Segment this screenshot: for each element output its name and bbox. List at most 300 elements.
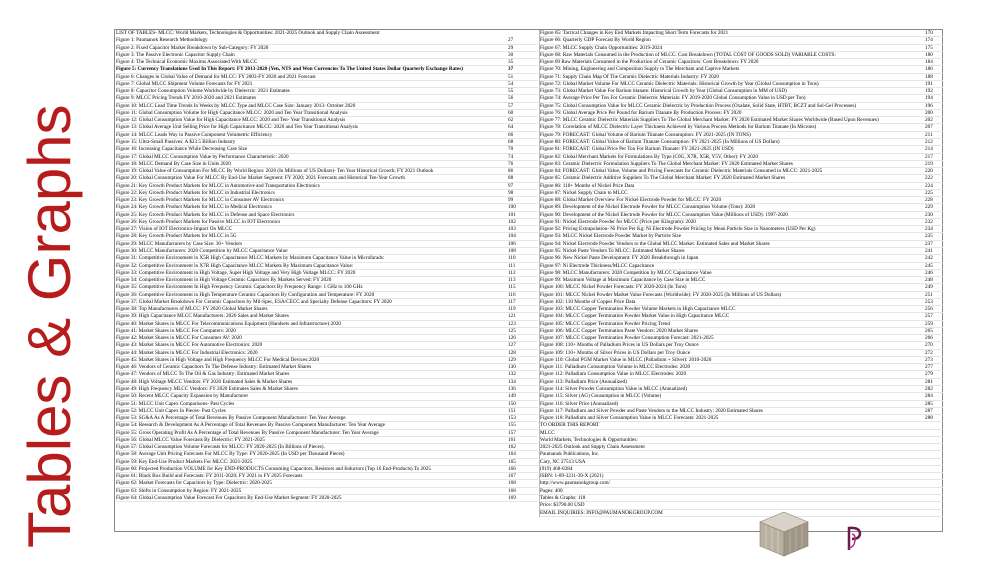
page-number: 99 — [508, 197, 514, 204]
page-number: 256 — [925, 306, 933, 313]
page-number: 127 — [508, 342, 516, 349]
figure-title: Figure 42: Market Shares in MLCC For Consumer AV: 2020 — [116, 335, 242, 342]
figure-title: Figure 25: Key Growth Product Markets for MLCC in Defense and Space Electronics — [116, 211, 295, 218]
figure-title: Figure 31: Competitive Environment in X5R High Capacitance MLCC Markets by Maximum Capacitance Value in Microfarads: — [116, 255, 385, 262]
right-column — [539, 30, 943, 517]
figure-title: Figure 99: Maximum Voltage at Maximum Capacitance by Case Size in MLCC — [540, 277, 706, 284]
page-number: 110 — [508, 255, 516, 262]
page-number: 272 — [925, 349, 933, 356]
figure-row — [116, 59, 538, 66]
page-number: 257 — [925, 313, 933, 320]
page-number: 128 — [508, 349, 516, 356]
page-number: 97 — [508, 182, 514, 189]
figure-row — [116, 81, 538, 88]
figure-title: Figure 50: Recent MLCC Capacity Expansion by Manufacturer — [116, 393, 249, 400]
figure-row — [540, 233, 943, 240]
page-number: 162 — [508, 444, 516, 451]
figure-row — [116, 263, 538, 270]
figure-title: Figure 82: Global Merchant Markets for Formulations By Type (C0G, X7R, X5R, Y5V, Other): FY 2020 — [540, 153, 758, 160]
figure-title: Figure 47: Vendors of MLCC To The Oil & Gas Industry: Estimated Market Shares — [116, 371, 290, 378]
figure-row — [116, 364, 538, 371]
figure-title: Figure 30: MLCC Manufacturers: 2020 Competition by MLCC Capacitance Value — [116, 247, 288, 254]
figure-row — [540, 124, 943, 131]
figure-row — [540, 284, 943, 291]
figure-row — [116, 451, 538, 458]
figure-title: Figure 33: Competitive Environment in High Voltage, Super High Voltage and Very High Voltage MLCC: FY 2020 — [116, 269, 356, 276]
page-number: 217 — [925, 153, 933, 160]
figure-row — [116, 132, 538, 139]
figure-row — [540, 168, 943, 175]
page-number: 279 — [925, 371, 933, 378]
figure-title: Figure 43: Market Shares in MLCC For Automotive Electronics: 2020 — [116, 342, 263, 349]
figure-title: Figure 27: Vision of IOT Electronics-Impact On MLCC — [116, 226, 233, 233]
figure-row — [116, 168, 538, 175]
vertical-title — [0, 0, 102, 565]
page-number: 112 — [508, 269, 516, 276]
order-info-line: Paumanok Publications, Inc. — [540, 451, 943, 458]
order-info-line: World Markets, Technologies & Opportunities: — [540, 437, 943, 444]
figure-title: Figure 107: MLCC Copper Termination Powder Consumption Forecast: 2021-2025 — [540, 335, 714, 342]
figure-title: Figure 15: Ultra-Small Passives: A $23.5 Billion Industry — [116, 138, 236, 145]
figure-title: Figure 97: Ni Electrode Thickness/MLCC Capacitance — [540, 262, 655, 269]
figure-row — [116, 284, 538, 291]
page-number: 265 — [925, 327, 933, 334]
figure-title: Figure 55: Gross Operating Profit As A Percentage of Total Revenues By Passive Component Manufacturer: Ten Year Average — [116, 429, 379, 436]
figure-title: Figure 49: High Frequency MLCC Vendors: FY 2020 Estimates Sales & Market Shares — [116, 386, 298, 393]
page-number: 266 — [925, 335, 933, 342]
page-number: 55 — [508, 88, 514, 95]
figure-row — [116, 74, 538, 81]
figure-title: Figure 112: Palladium Consumption Value in MLCC Electrodes: 2020 — [540, 371, 687, 378]
figure-title: Figure 85: Ceramic Dielectric Additive Suppliers To The Global Merchant Market: FY 2020 Estimated Market Shares — [540, 175, 786, 182]
page-number: 281 — [925, 378, 933, 385]
page-number: 113 — [508, 277, 516, 284]
page-number: 237 — [925, 240, 933, 247]
order-info-line: ISBN: 1-89-3211-39-X (2021) — [540, 473, 943, 480]
figure-title: Figure 100: MLCC Nickel Powder Forecasts: FY 2020-2024 (In Tons) — [540, 284, 687, 291]
figure-row — [116, 183, 538, 190]
page-number: 230 — [925, 211, 933, 218]
page-number: 64 — [508, 124, 514, 131]
page-number: 157 — [508, 429, 516, 436]
page-number: 115 — [508, 284, 516, 291]
figure-title: Figure 79: FORECAST: Global Volume of Barium Titanate Consumption: FY 2021-2025 (IN TONS) — [540, 131, 751, 138]
figure-title: Figure 40: Market Shares in MLCC For Telecommunications Equipment (Handsets and Infrastructure):2020 — [116, 320, 342, 327]
figure-row — [540, 30, 943, 37]
figure-title: Figure 75: Global Consumption Value for MLCC Ceramic Dielectric by Production Process (Oxalate, Solid State, HTBT, BCZT and Sol-Gel Processes) — [540, 102, 857, 109]
figure-row — [540, 364, 943, 371]
page-number: 86 — [508, 168, 514, 175]
figure-row — [540, 226, 943, 233]
figure-row — [540, 81, 943, 88]
table-of-figures — [114, 29, 943, 532]
page-number: 165 — [508, 458, 516, 465]
figure-row — [540, 350, 943, 357]
figure-title: Figure 105: MLCC Copper Termination Powder Pricing Trend — [540, 320, 670, 327]
figure-title: Figure 28: Key Growth Product Markets for MLCC in 5G — [116, 233, 237, 240]
page-number: 54 — [508, 80, 514, 87]
figure-row — [540, 335, 943, 342]
left-rows — [116, 37, 538, 502]
figure-title: Figure 18: MLCC Demand By Case Size in Units 2020 — [116, 160, 231, 167]
figure-title: Figure 117: Palladium and Silver Powder and Paste Vendors to the MLCC Industry: 2020 Estimated Shares — [540, 407, 763, 414]
figure-title: Figure 94: Nickel Electrode Powder Vendors to the Global MLCC Market: Estimated Sales and Market Shares — [540, 240, 770, 247]
figure-title: Figure 98: MLCC Manufacturers: 2020 Competition by MLCC Capacitance Value — [540, 269, 712, 276]
figure-row — [116, 248, 538, 255]
page-number: 253 — [925, 298, 933, 305]
page-number: 229 — [925, 204, 933, 211]
page-number: 101 — [508, 211, 516, 218]
page-number: 29 — [508, 44, 514, 51]
figure-row — [540, 197, 943, 204]
page-number: 184 — [925, 59, 933, 66]
figure-row — [540, 255, 943, 262]
figure-row — [540, 183, 943, 190]
figure-row — [116, 204, 538, 211]
figure-title: Figure 45: Market Shares in High Voltage and High Frequency MLCC For Medical Devices:2020 — [116, 356, 320, 363]
page-number: 62 — [508, 117, 514, 124]
page-number: 167 — [508, 473, 516, 480]
figure-row — [116, 241, 538, 248]
page-number: 235 — [925, 233, 933, 240]
order-info-line: 2021-2025 Outlook and Supply Chain Assessment — [540, 444, 943, 451]
figure-title: Figure 10: MLCC Lead Time Trends In Weeks by MLCC Type and MLCC Case Size: January 2013- October 2020 — [116, 102, 356, 109]
page-number: 180 — [925, 51, 933, 58]
figure-title: Figure 41: Market Shares in MLCC For Computers: 2020 — [116, 327, 236, 334]
figure-title: Figure 76: Global Average Price Per Pound for Barium Titanate By Production Process: FY 2020 — [540, 109, 742, 116]
figure-row — [116, 45, 538, 52]
figure-title: Figure 67: MLCC Supply Chain Opportunities: 2019-2024 — [540, 44, 663, 51]
figure-title: Figure 64: Global Consumption Value Forecast For Capacitors By End-Use Market Segment: FY 2020-2025 — [116, 495, 342, 501]
page-number: 30 — [508, 51, 514, 58]
order-info-line: EMAIL INQUIRIES: INFO@PAUMANOKGROUP.COM — [540, 510, 943, 517]
figure-title: Figure 4: The Technical Economic Maxims Associated With MLCC — [116, 59, 258, 66]
page-number: 51 — [508, 73, 514, 80]
figure-title: Figure 81: FORECAST: Global Price Per Ton For Barium Titanate: FY 2021-2025 (IN USD) — [540, 146, 734, 153]
vertical-title-text: Tables & Graphs — [16, 104, 83, 548]
page-number: 282 — [925, 386, 933, 393]
figure-row — [116, 444, 538, 451]
figure-title: Figure 68: Raw Materials Consumed in the Production of MLCC: Cost Breakdown (TOTAL COST OF GOODS SOLD) VARIABLE COSTS: — [540, 51, 836, 58]
figure-title: Figure 29: MLCC Manufacturers by Case Size: 30+ Vendors — [116, 240, 243, 247]
page-number: 116 — [508, 291, 516, 298]
page-number: 168 — [508, 480, 516, 487]
figure-row — [116, 277, 538, 284]
figure-row — [540, 204, 943, 211]
figure-row — [116, 175, 538, 182]
figure-title: Figure 114: Silver Powder Consumption Value in MLCC (Annualized) — [540, 386, 687, 393]
figure-row — [540, 386, 943, 393]
figure-row — [540, 393, 943, 400]
page-number: 214 — [925, 146, 933, 153]
figure-title: Figure 19: Global Value of Consumption For MLCC By World Region: 2020 (In Millions of US Dollars)- Ten Year Historical Growth; FY 2021 Outlook — [116, 168, 434, 175]
page-number: 277 — [925, 364, 933, 371]
figure-row — [116, 66, 538, 73]
figure-title: Figure 88: Global Market Overview For Nickel Electrode Powder for MLCC: FY 2020 — [540, 197, 722, 204]
order-info-line: MLCC — [540, 430, 943, 437]
figure-row — [116, 233, 538, 240]
figure-title: Figure 101: MLCC Nickel Powder Market Value Forecasts (Worldwide): FY 2020-2025 (In Millions of US Dollars) — [540, 291, 782, 298]
figure-row — [540, 175, 943, 182]
figure-title: Figure 86: 110+ Months of Nickel Price Data — [540, 182, 635, 189]
figure-title: Figure 60: Projected Production VOLUME for Key END-PRODUCTS Consuming Capacitors, Resistors and Inductors (Top 16 End-Products) To 2025 — [116, 465, 431, 472]
figure-row — [540, 371, 943, 378]
figure-row — [540, 146, 943, 153]
figure-row — [116, 197, 538, 204]
figure-row — [540, 190, 943, 197]
left-column — [116, 30, 538, 502]
figure-title: Figure 34: Competitive Environment in High Voltage Ceramic Capacitors By Markets Served: FY 2020 — [116, 277, 332, 284]
figure-row — [540, 299, 943, 306]
page-number: 232 — [925, 218, 933, 225]
figure-title: Figure 59: Key End-Use Product Markets For MLCC: 2021-2025 — [116, 458, 253, 465]
figure-title: Figure 2: Fixed Capacitor Market Breakdown by Sub-Category: FY 2020 — [116, 44, 269, 51]
page-number: 27 — [508, 37, 514, 44]
page-number: 192 — [925, 88, 933, 95]
figure-row — [540, 59, 943, 66]
page-number: 225 — [925, 189, 933, 196]
page-number: 251 — [925, 291, 933, 298]
page-number: 119 — [508, 306, 516, 313]
figure-title: Figure 20: Global Consumption Value For MLCC By End-Use Market Segment: FY 2020; 2021 Forecasts and Historical Ten-Year Growth — [116, 175, 405, 182]
page-number: 111 — [508, 262, 516, 269]
page-number: 170 — [925, 30, 933, 36]
figure-row — [116, 313, 538, 320]
page-number: 126 — [508, 335, 516, 342]
figure-title: Figure 61: Black Box Build and Forecasts: FY 2011-2020; FY 2021 to FY 2025 Forecasts — [116, 473, 303, 480]
figure-row — [116, 430, 538, 437]
order-info-line: http://www.paumanokgroup.com/ — [540, 480, 943, 487]
page-number: 285 — [925, 400, 933, 407]
figure-row — [116, 350, 538, 357]
page-number: 134 — [508, 378, 516, 385]
figure-row — [540, 52, 943, 59]
page-number: 151 — [508, 407, 516, 414]
figure-row — [116, 110, 538, 117]
page-number: 37 — [508, 66, 514, 73]
page-number: 284 — [925, 393, 933, 400]
figure-title: Figure 103: MLCC Copper Termination Powder Volume Markets in High Capacitance MLCC — [540, 306, 736, 313]
figure-title: Figure 38: Top Manufacturers of MLCC: FY 2020 Global Market Shares — [116, 306, 268, 313]
figure-row — [540, 45, 943, 52]
page-number: 130 — [508, 364, 516, 371]
figure-row — [540, 219, 943, 226]
page-number: 136 — [508, 386, 516, 393]
figure-title: Figure 21: Key Growth Product Markets for MLCC in Automotive and Transportation Electronics — [116, 182, 320, 189]
figure-title: Figure 46: Vendors of Ceramic Capacitors To The Defense Industry: Estimated Market Shares — [116, 364, 312, 371]
page-number: 234 — [925, 226, 933, 233]
paumanok-logo — [843, 524, 865, 552]
figure-title: Figure 110: Global PGM Market Value in MLCC (Palladium + Silver): 2010-2020 — [540, 356, 712, 363]
page-number: 102 — [508, 218, 516, 225]
figure-row — [540, 357, 943, 364]
figure-row — [540, 379, 943, 386]
figure-row — [540, 306, 943, 313]
figure-title: Figure 56: Global MLCC Value Forecasts By Dielectric: FY 2021-2025 — [116, 436, 265, 443]
figure-row — [116, 37, 538, 44]
figure-title: Figure 89: Development of the Nickel Electrode Powder for MLCC Consumption Volume (Tons): 2020 — [540, 204, 756, 211]
figure-row — [540, 139, 943, 146]
figure-title: Figure 91: Nickel Electrode Powder for MLCC (Price per Kilogram): 2020 — [540, 218, 696, 225]
figure-row — [540, 212, 943, 219]
figure-title: Figure 57: Global Consumption Volume Forecasts for MLCC: FY 2020-2025 (In Billions of Pieces). — [116, 444, 325, 451]
figure-title: Figure 115: Silver (AG) Consumption in MLCC (Volume) — [540, 393, 662, 400]
page-number: 57 — [508, 102, 514, 109]
page-number: 186 — [925, 66, 933, 73]
figure-row — [116, 212, 538, 219]
figure-row — [116, 95, 538, 102]
page-number: 149 — [508, 393, 516, 400]
figure-title: Figure 62: Market Forecasts for Capacitors by Type: Dielectric: 2020-2025 — [116, 480, 272, 487]
right-rows — [540, 30, 943, 422]
page-number: 188 — [925, 73, 933, 80]
page-number: 168 — [508, 487, 516, 494]
figure-title: Figure 6: Changes in Global Value of Demand for MLCC: FY 2003-FY 2020 and 2021 Forecast — [116, 73, 316, 80]
figure-title: Figure 65: Tactical Changes in Key End Markets Impacting Short Term Forecasts for 2021 — [540, 30, 729, 36]
figure-row — [540, 241, 943, 248]
page-number: 100 — [508, 204, 516, 211]
figure-title: Figure 51: MLCC Unit Capex Comparisons- Past Cycles — [116, 400, 235, 407]
page-number: 174 — [925, 37, 933, 44]
order-info-line: TO ORDER THIS REPORT — [540, 422, 943, 429]
figure-title: Figure 95: Nickel Paste Vendors To MLCC: Estimated Market Shares — [540, 247, 685, 254]
figure-row — [540, 161, 943, 168]
figure-title: Figure 48: High Voltage MLCC Vendors: FY 2020 Estimated Sales & Market Shares — [116, 378, 293, 385]
figure-row — [116, 146, 538, 153]
page-number: 242 — [925, 255, 933, 262]
figure-title: Figure 92: Pricing Extrapolation- Ni Price Per Kg: Ni Electrode Powder Pricing by Mean Particle Size in Nanometers (USD Per Kg) — [540, 226, 816, 233]
page-number: 211 — [925, 131, 933, 138]
report-cube-graphic — [758, 510, 810, 558]
figure-title: Figure 72: Global Market Volume For MLCC Ceramic Dielectric Materials: Historical Growth by Year (Global Consumption in Tons) — [540, 80, 819, 87]
figure-title: Figure 74: Average Price Per Ton For Ceramic Dielectric Materials: FY 2019-2020 Global Consumption Value in USD per Ton) — [540, 95, 806, 102]
figure-title: Figure 66: Quarterly GDP Forecast By World Region — [540, 37, 651, 44]
figure-row — [116, 124, 538, 131]
figure-row — [116, 161, 538, 168]
figure-row — [540, 277, 943, 284]
figure-row — [116, 292, 538, 299]
figure-row — [116, 437, 538, 444]
page-number: 219 — [925, 160, 933, 167]
figure-title: Figure 35: Competitive Environment In High Frequency Ceramic Capacitors By Frequency Range: 1 GHz to 100 GHz — [116, 284, 363, 291]
figure-row — [116, 103, 538, 110]
order-info-line: Pages: 400 — [540, 488, 943, 495]
order-info-line: (919) 468-0384 — [540, 466, 943, 473]
figure-title: Figure 12: Global Consumption Value for High Capacitance MLCC: 2020 and Ten- Year Transitional Analysis — [116, 117, 346, 124]
figure-title: Figure 109: 110+ Months of Silver Prices in US Dollars per Troy Ounce — [540, 349, 690, 356]
page-number: 132 — [508, 371, 516, 378]
figure-title: Figure 36: Competitive Environment in High Temperature Ceramic Capacitors By Configuration and Temperature: FY 2020 — [116, 291, 375, 298]
page-number: 194 — [925, 95, 933, 102]
order-info-line: Tables & Graphs: 118 — [540, 495, 943, 502]
page-number: 228 — [925, 197, 933, 204]
figure-row — [116, 328, 538, 335]
page-number: 200 — [925, 109, 933, 116]
figure-row — [540, 117, 943, 124]
page-number: 224 — [925, 182, 933, 189]
figure-title: Figure 106: MLCC Copper Termination Paste Vendors: 2020 Market Shares — [540, 327, 699, 334]
figure-title: Figure 113: Palladium Price (Annualized) — [540, 378, 627, 385]
figure-title: Figure 24: Key Growth Product Markets for MLCC in Medical Electronics — [116, 204, 272, 211]
figure-row — [540, 270, 943, 277]
figure-row — [540, 110, 943, 117]
figure-row — [116, 190, 538, 197]
page-number: 129 — [508, 356, 516, 363]
figure-row — [540, 132, 943, 139]
page-number: 155 — [508, 422, 516, 429]
figure-row — [540, 342, 943, 349]
figure-row — [116, 306, 538, 313]
figure-title: Figure 77: MLCC Ceramic Dielectric Materials Suppliers To The Global Merchant Market: FY 2020 Estimated Market Shares Worldwide (Based Upon Revenues) — [540, 117, 879, 124]
figure-row — [540, 88, 943, 95]
figure-title: Figure 23: Key Growth Product Markets for MLCC in Consumer AV Electronics — [116, 197, 284, 204]
figure-title: Figure 80: FORECAST: Global Value of Barium Titanate Consumption: FY 2021-2025 (In Millions of US Dollars) — [540, 138, 780, 145]
figure-row — [116, 379, 538, 386]
page-number: 88 — [508, 175, 514, 182]
figure-title: Figure 8: Capacitor Consumption Volume Worldwide by Dielectric: 2021 Estimates — [116, 88, 290, 95]
figure-row — [116, 321, 538, 328]
figure-title: Figure 63: Shifts in Consumption by Region: FY 2021-2025 — [116, 487, 242, 494]
page-number: 56 — [508, 95, 514, 102]
figure-row — [116, 255, 538, 262]
figure-title: Figure 93: MLCC Nickel Electrode Powder Market by Particle Size — [540, 233, 682, 240]
page-number: 76 — [508, 160, 514, 167]
figure-title: Figure 13: Global Average Unit Selling Price for High Capacitance MLCC: 2020 and Ten Year Transitional Analysis — [116, 124, 358, 131]
figure-row — [116, 299, 538, 306]
figure-row — [540, 263, 943, 270]
figure-title: Figure 14: MLCC Leads Way in Passive Component Volumetric Efficiency — [116, 131, 273, 138]
figure-row — [116, 393, 538, 400]
order-info-line: Cary, NC 27513 USA — [540, 459, 943, 466]
figure-row — [540, 37, 943, 44]
page-number: 196 — [925, 102, 933, 109]
page-number: 104 — [508, 233, 516, 240]
figure-row — [116, 371, 538, 378]
page-number: 68 — [508, 138, 514, 145]
page-number: 108 — [508, 247, 516, 254]
figure-row — [540, 248, 943, 255]
figure-row — [116, 88, 538, 95]
figure-row — [116, 139, 538, 146]
page-number: 60 — [508, 109, 514, 116]
page-number: 117 — [508, 298, 516, 305]
figure-title: Figure 37: Global Market Breakdown For Ceramic Capacitors by Mil-Spec, ESA/CECC and Specialty Defense Capacitors: FY 2020 — [116, 298, 392, 305]
page-number: 35 — [508, 59, 514, 66]
order-info-line: Price: $3790.00 USD — [540, 502, 943, 509]
figure-row — [540, 154, 943, 161]
figure-row — [116, 270, 538, 277]
page-number: 175 — [925, 44, 933, 51]
page-number: 212 — [925, 138, 933, 145]
page-number: 169 — [508, 495, 516, 501]
figure-title: Figure 104: MLCC Copper Termination Powder Market Value in High Capacitance MLCC — [540, 313, 730, 320]
figure-title: Figure 44: Market Shares in MLCC For Industrial Electronics: 2020 — [116, 349, 258, 356]
figure-row — [116, 52, 538, 59]
figure-row — [540, 415, 943, 422]
figure-title: Figure 17: Global MLCC Consumption Value by Performance Characteristic: 2020 — [116, 153, 289, 160]
figure-title: Figure 78: Correlation of MLCC Dielectric Layer Thickness Achieved by Various Process Methods for Barium Titanate (In Microns) — [540, 124, 817, 131]
figure-title: Figure 22: Key Growth Product Markets for MLCC in Industrial Electronics — [116, 189, 275, 196]
figure-title: Figure 5: Currency Translations Used In This Report: FY 2013-2020 (Yen, NTS and Won Currencies To The United States Dollar Quarterly Exchange Rates) — [116, 66, 463, 73]
figure-row — [116, 488, 538, 495]
figure-row — [116, 357, 538, 364]
page-number: 245 — [925, 262, 933, 269]
figure-row — [116, 459, 538, 466]
figure-row — [116, 117, 538, 124]
figure-title: Figure 102: 110 Months of Copper Price Data — [540, 298, 636, 305]
figure-row — [540, 103, 943, 110]
figure-row — [116, 408, 538, 415]
